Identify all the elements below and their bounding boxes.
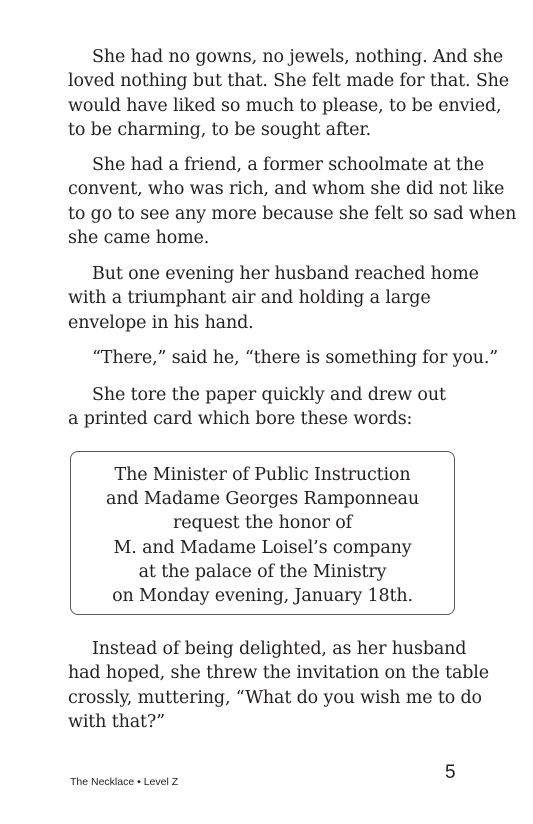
text-line: “There,” said he, “there is something for you.” — [92, 348, 499, 368]
text-line: she came home. — [68, 227, 210, 248]
paragraph-2 — [68, 153, 517, 250]
invitation-line: at the palace of the Ministry — [138, 561, 387, 582]
text-line: convent, who was rich, and whom she did not like — [68, 179, 505, 200]
paragraph-5 — [68, 383, 478, 432]
invitation-line: The Minister of Public Instruction — [114, 465, 411, 485]
text-line: But one evening her husband reached home — [92, 264, 479, 284]
text-line: She had no gowns, no jewels, nothing. And she — [92, 47, 504, 67]
footer-book-title: The Necklace • Level Z — [70, 776, 179, 788]
paragraph-3 — [68, 262, 478, 335]
text-line: loved nothing but that. She felt made for that. She — [68, 71, 510, 92]
paragraph-4 — [68, 346, 499, 370]
invitation-text — [71, 463, 454, 608]
text-line: Instead of being delighted, as her husband — [92, 639, 467, 659]
text-line: a printed card which bore these words: — [68, 409, 413, 430]
text-line: with that?” — [68, 711, 165, 732]
text-line: to be charming, to be sought after. — [68, 119, 372, 140]
page-number: 5 — [445, 762, 456, 783]
invitation-line: request the honor of — [173, 513, 352, 534]
text-line: She had a friend, a former schoolmate at the — [92, 155, 485, 175]
invitation-line: M. and Madame Loisel’s company — [113, 537, 412, 558]
text-line: envelope in his hand. — [68, 312, 254, 333]
invitation-line: on Monday evening, January 18th. — [112, 586, 413, 607]
text-line: She tore the paper quickly and drew out — [92, 385, 446, 405]
text-line: would have liked so much to please, to be envied, — [68, 95, 502, 116]
invitation-card — [70, 451, 455, 615]
text-line: to go to see any more because she felt so sad when — [68, 203, 517, 224]
text-line: with a triumphant air and holding a large — [68, 288, 431, 309]
invitation-line: and Madame Georges Ramponneau — [106, 489, 419, 510]
paragraph-1 — [68, 45, 510, 142]
text-line: had hoped, she threw the invitation on the table — [68, 663, 489, 684]
paragraph-6 — [68, 637, 489, 734]
text-line: crossly, muttering, “What do you wish me to do — [68, 687, 482, 708]
